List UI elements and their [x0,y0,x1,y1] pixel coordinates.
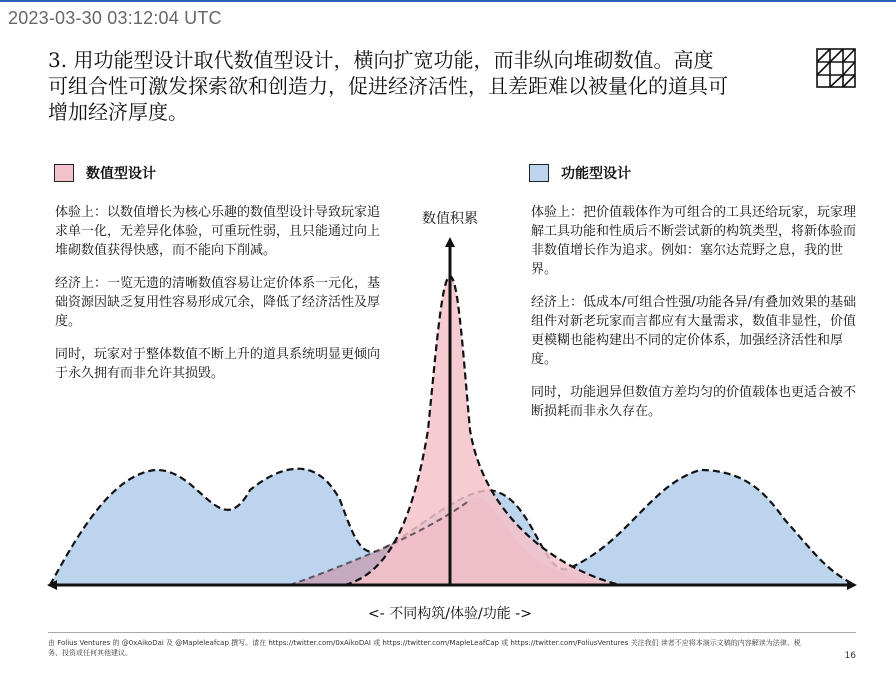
page-number: 16 [844,651,856,661]
numeric-experience-text: 体验上：以数值增长为核心乐趣的数值型设计导致玩家追求单一化，无差异化体验，可重玩性弱，且只能通过向上堆砌数值获得快感，而不能向下削减。 [55,205,381,258]
functional-experience-text: 体验上：把价值载体作为可组合的工具还给玩家，玩家理解工具功能和性质后不断尝试新的构筑类型，将新体验而非数值增长作为追求。例如：塞尔达荒野之息，我的世界。 [531,205,857,277]
slide-headline: 3. 用功能型设计取代数值型设计，横向扩宽功能，而非纵向堆砌数值。高度可组合性可激发探索欲和创造力，促进经济活性，且差距难以被量化的道具可增加经济厚度。 [48,48,728,124]
timestamp: 2023-03-30 03:12:04 UTC [8,8,222,28]
functional-design-description [531,203,861,435]
legend-functional [529,163,631,183]
footer-divider [48,632,856,633]
functional-consumption-text: 同时，功能迥异但数值方差均匀的价值载体也更适合被不断损耗而非永久存在。 [531,385,857,419]
y-axis-label: 数值积累 [422,211,478,227]
top-accent-line [0,0,896,2]
folius-logo-icon [816,48,856,88]
functional-swatch [529,164,549,182]
functional-legend-label: 功能型设计 [561,166,631,182]
footer-disclaimer: 由 Folius Ventures 的 @0xAikoDai 及 @Mapleleafcap 撰写。请在 https://twitter.com/0xAikoDAI 或 https://twitter.com/MapleLeafCap 或 https://twitter.com/FoliusVentures 关注我们 读者不应将本演示文稿的内容解读为法律、税务、投资或任何其他建议。 [48,639,801,657]
numeric-ownership-text: 同时，玩家对于整体数值不断上升的道具系统明显更倾向于永久拥有而非允许其损毁。 [55,347,381,381]
numeric-legend-label: 数值型设计 [86,166,156,182]
legend-numeric [54,163,156,183]
numeric-design-description [55,203,390,397]
numeric-swatch [54,164,74,182]
functional-economy-text: 经济上：低成本/可组合性强/功能各异/有叠加效果的基础组件对新老玩家而言都应有大量需求，数值非显性，价值更模糊也能构建出不同的定价体系，加强经济活性和厚度。 [531,295,857,367]
x-axis-label: <- 不同构筑/体验/功能 -> [368,606,532,622]
numeric-economy-text: 经济上：一览无遗的清晰数值容易让定价体系一元化，基础资源因缺乏复用性容易形成冗余，降低了经济活性及厚度。 [55,276,381,329]
